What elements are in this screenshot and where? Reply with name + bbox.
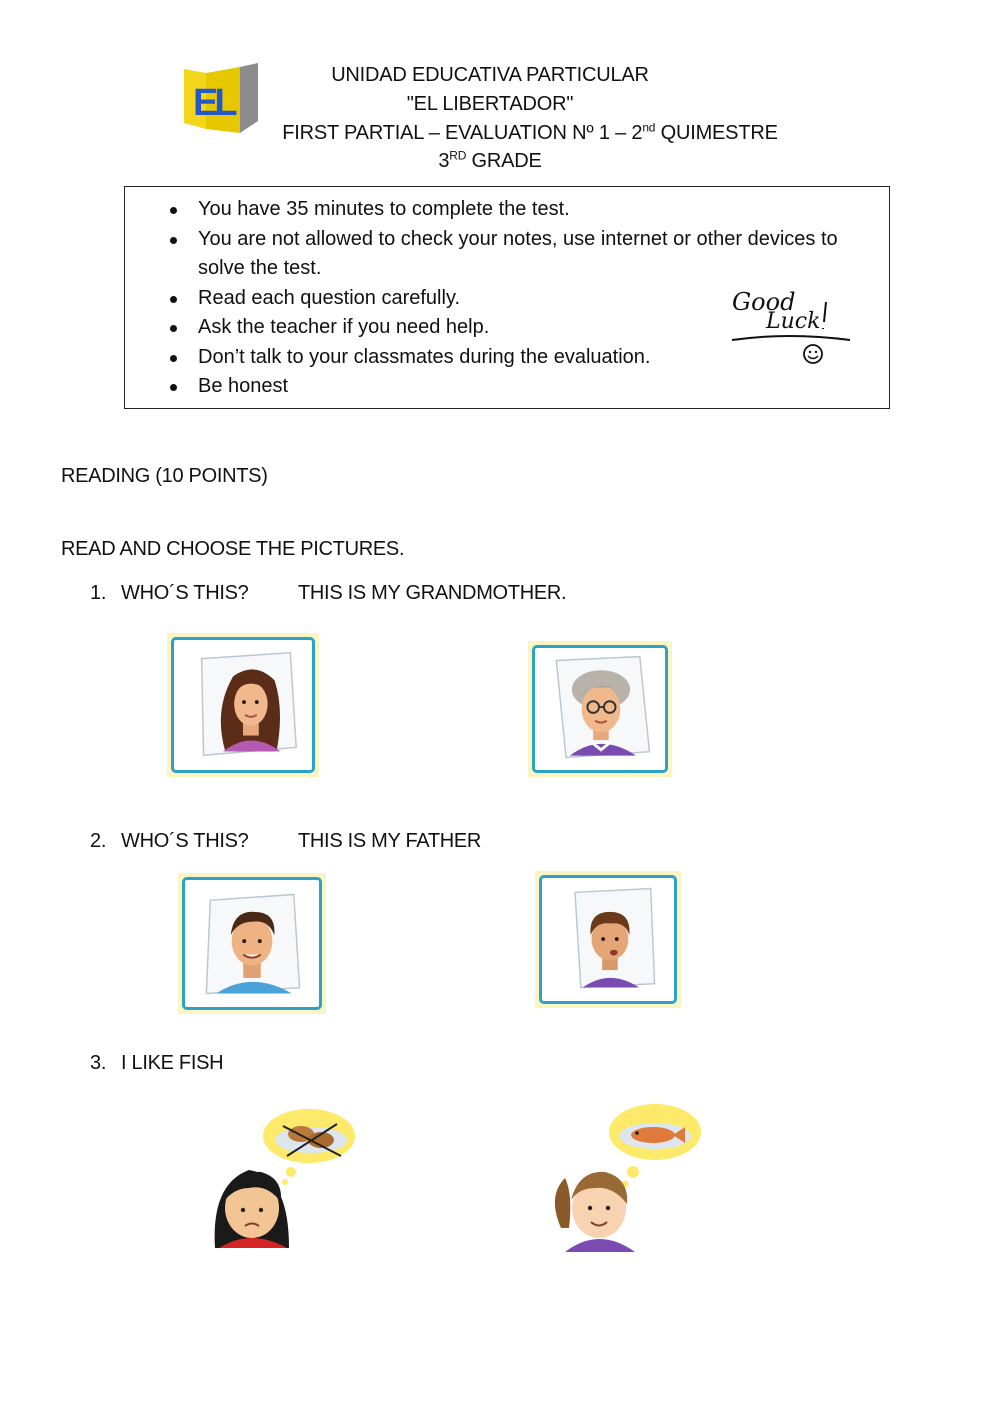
- option-girl-dislikes-chicken[interactable]: [205, 1104, 359, 1252]
- good-luck-handwriting: [728, 280, 854, 372]
- option-girl-likes-fish[interactable]: [543, 1100, 707, 1254]
- rule-item: You have 35 minutes to complete the test.: [165, 195, 885, 225]
- thought-bubble-chicken: [263, 1109, 355, 1185]
- answer-text: THIS IS MY FATHER: [298, 830, 482, 852]
- answer-text: THIS IS MY GRANDMOTHER.: [298, 582, 567, 604]
- sad-girl: [215, 1170, 289, 1248]
- young-woman-portrait: [174, 640, 312, 770]
- rule-item: You are not allowed to check your notes, use internet or other devices to solve the test.: [165, 225, 885, 284]
- instruction: READ AND CHOOSE THE PICTURES.: [61, 538, 405, 560]
- thought-bubble-fish: [609, 1104, 701, 1188]
- question-text: WHO´S THIS?: [121, 830, 249, 852]
- school-name-quoted: "EL LIBERTADOR": [406, 93, 574, 115]
- question-text: I LIKE FISH: [121, 1052, 224, 1074]
- good-luck-word-2: Luck: [766, 309, 821, 334]
- good-luck-word-1: Good: [732, 288, 796, 316]
- option-young-woman[interactable]: [167, 633, 319, 777]
- rule-item: Ask the teacher if you need help.: [165, 313, 885, 343]
- option-grandmother[interactable]: [528, 641, 672, 777]
- question-text: WHO´S THIS?: [121, 582, 249, 604]
- rule-item: Be honest: [165, 372, 885, 402]
- logo-text: EL: [193, 82, 234, 124]
- boy-portrait: [542, 878, 674, 1001]
- question-number: 1.: [90, 582, 107, 604]
- section-title: READING (10 POINTS): [61, 465, 268, 487]
- question-2: [90, 830, 482, 853]
- happy-girl: [555, 1172, 635, 1252]
- evaluation-title: FIRST PARTIAL – EVALUATION Nº 1 – 2nd QUIMESTRE: [282, 120, 778, 144]
- rule-item: Don’t talk to your classmates during the evaluation.: [165, 343, 885, 373]
- question-number: 2.: [90, 830, 107, 852]
- grandmother-portrait: [535, 648, 665, 770]
- father-portrait: [185, 880, 319, 1007]
- question-3: [90, 1052, 223, 1075]
- school-name: UNIDAD EDUCATIVA PARTICULAR: [331, 64, 649, 86]
- grade-title: 3RD GRADE: [438, 148, 542, 172]
- rule-item: Read each question carefully.: [165, 284, 885, 314]
- question-number: 3.: [90, 1052, 107, 1074]
- option-boy[interactable]: [535, 871, 681, 1008]
- option-father[interactable]: [178, 873, 326, 1014]
- question-1: [90, 582, 567, 605]
